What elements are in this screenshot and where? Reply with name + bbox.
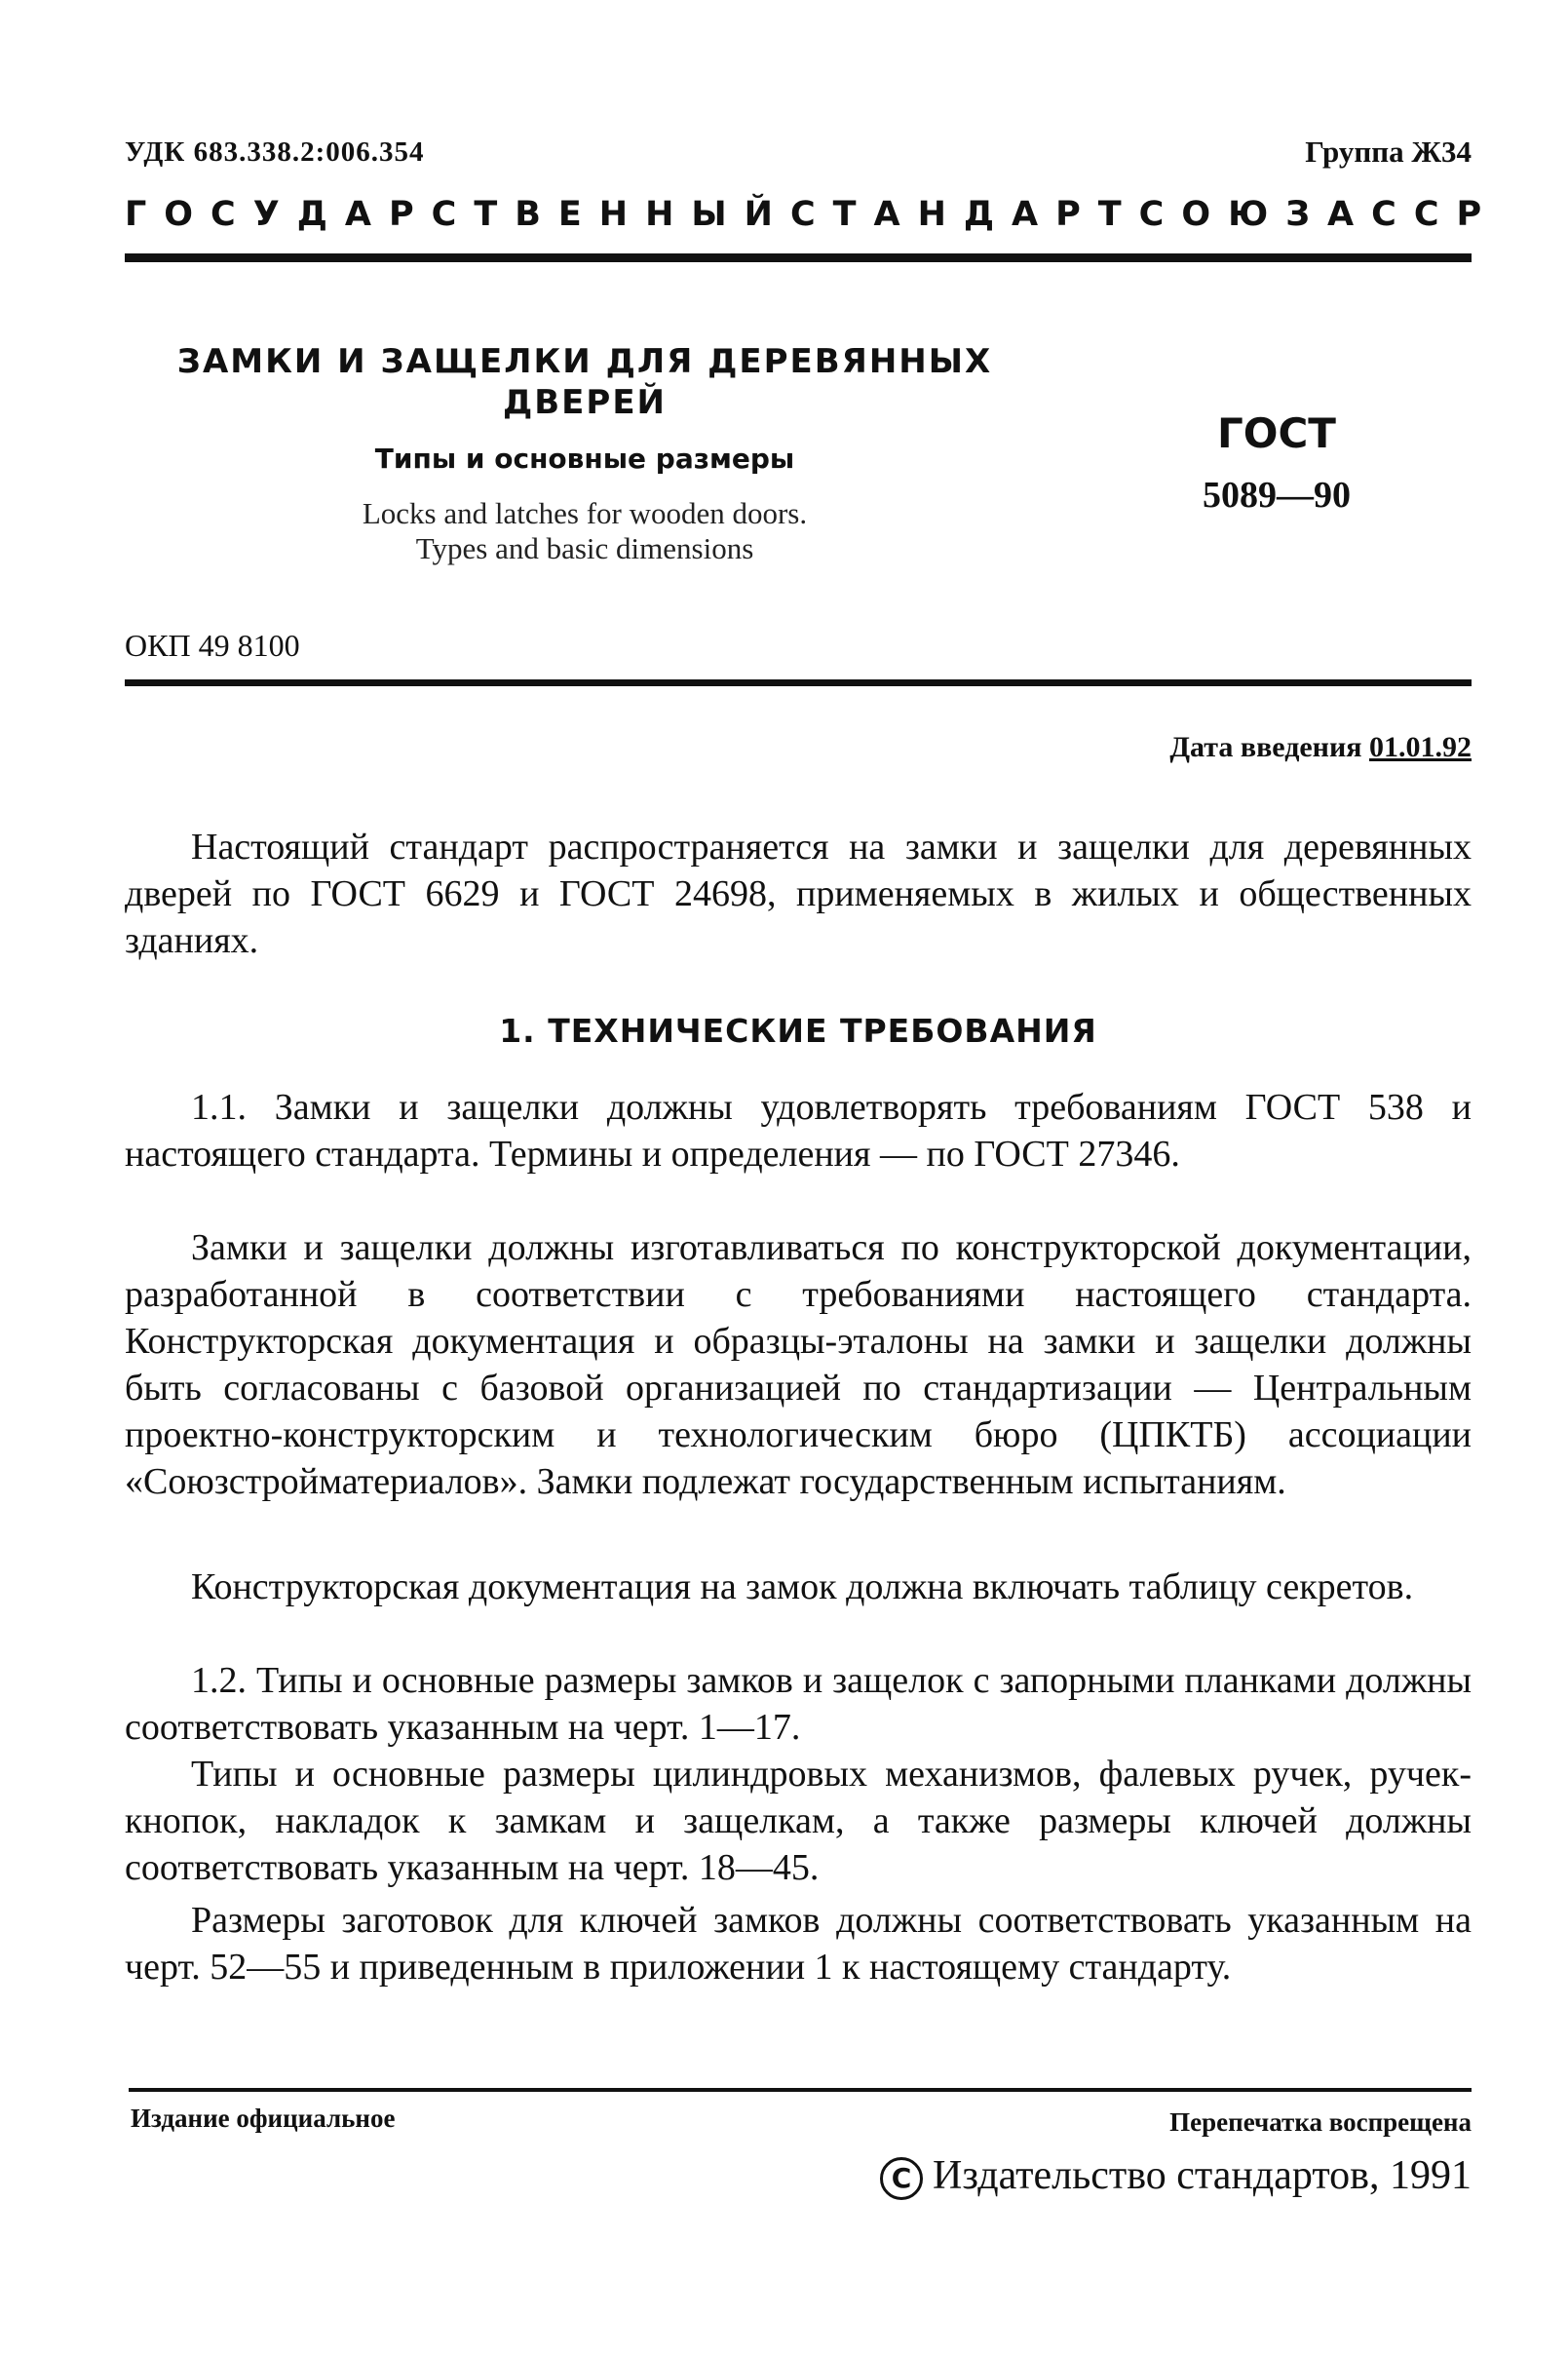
english-title-line1: Locks and latches for wooden doors. (362, 496, 808, 530)
paragraph-secrets-table: Конструкторская документация на замок должна включать таблицу секретов. (191, 1566, 1414, 1607)
document-subtitle: Типы и основные размеры (374, 443, 795, 475)
paragraph-design-docs: Замки и защелки должны изготавливаться по конструкторской документации, разработанной в соответствии с требованиями настоящего стандарта. Конструкторская документация и образцы-эталоны на замки и защелки должны быть согласованы с базовой организацией по стандартизации — Центральным проектно-конструкторским и технологическим бюро (ЦПКТБ) ассоциации «Союзстройматериалов». Замки подлежат государственным испытаниям. (125, 1227, 1472, 1502)
footer-rule (129, 2088, 1472, 2092)
document-title-line1: ЗАМКИ И ЗАЩЕЛКИ ДЛЯ ДЕРЕВЯННЫХ (176, 342, 993, 381)
group-code: Группа Ж34 (1305, 135, 1472, 169)
state-standard-word: СТАНДАРТ (789, 195, 1139, 234)
document-title-line2: ДВЕРЕЙ (502, 383, 668, 422)
paragraph-1-2: 1.2. Типы и основные размеры замков и защелок с запорными планками должны соответствовать указанным на черт. 1—17. (125, 1660, 1472, 1748)
publisher-text: Издательство стандартов, 1991 (933, 2153, 1472, 2198)
reprint-notice: Перепечатка воспрещена (1169, 2107, 1472, 2137)
introduction-date-value: 01.01.92 (1369, 731, 1472, 763)
paragraph-mechanisms: Типы и основные размеры цилиндровых механизмов, фалевых ручек, ручек-кнопок, накладок к замкам и защелкам, а также размеры ключей должны соответствовать указанным на черт. 18—45. (125, 1754, 1472, 1888)
intro-paragraph: Настоящий стандарт распространяется на замки и защелки для деревянных дверей по ГОСТ 6629 и ГОСТ 24698, применяемых в жилых и общественных зданиях. (125, 827, 1472, 961)
gost-number: 5089—90 (1203, 475, 1351, 516)
publisher-line (880, 2152, 1472, 2200)
introduction-date (1169, 731, 1472, 764)
edition-label: Издание официальное (131, 2104, 396, 2133)
copyright-icon: C (880, 2157, 923, 2200)
state-standard-word: ГОСУДАРСТВЕННЫЙ (125, 195, 790, 234)
okp-code: ОКП 49 8100 (125, 628, 300, 663)
state-standard-word: ССР (1371, 195, 1500, 234)
title-rule (125, 679, 1472, 686)
gost-label: ГОСТ (1217, 409, 1336, 457)
section-heading: 1. ТЕХНИЧЕСКИЕ ТРЕБОВАНИЯ (499, 1012, 1097, 1050)
udk-code: УДК 683.338.2:006.354 (125, 136, 425, 168)
state-standard-heading (125, 195, 1500, 234)
paragraph-1-1: 1.1. Замки и защелки должны удовлетворять требованиям ГОСТ 538 и настоящего стандарта. Термины и определения — по ГОСТ 27346. (125, 1087, 1472, 1175)
header-rule (125, 253, 1472, 262)
english-title-line2: Types and basic dimensions (415, 531, 754, 565)
state-standard-word: СОЮЗА (1138, 195, 1372, 234)
paragraph-key-blanks: Размеры заготовок для ключей замков должны соответствовать указанным на черт. 52—55 и приведенным в приложении 1 к настоящему стандарту. (125, 1900, 1472, 1988)
introduction-date-label: Дата введения (1169, 731, 1362, 763)
